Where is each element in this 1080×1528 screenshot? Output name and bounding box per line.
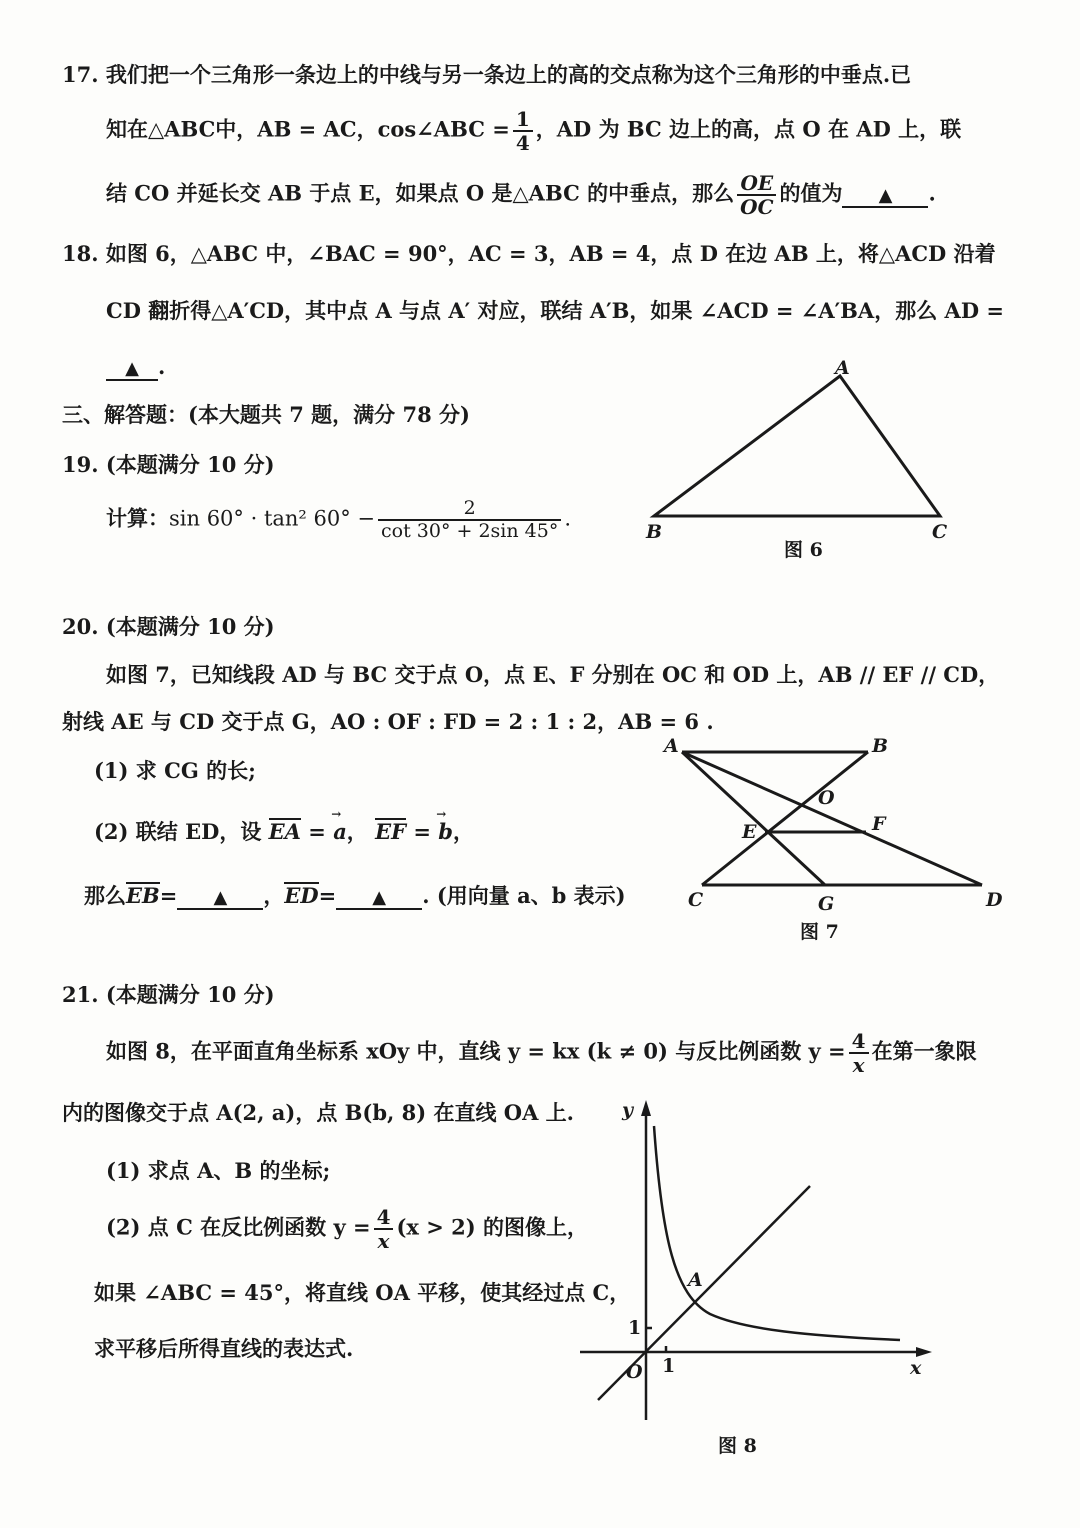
q21-fraction-2 — [374, 1206, 394, 1252]
fig8-x-arrow — [916, 1347, 932, 1357]
figure-6 — [630, 357, 960, 570]
q19-score: (本题满分 10 分) — [105, 452, 275, 477]
q21-part2 — [106, 1206, 588, 1252]
q21-line6: 求平移后所得直线的表达式. — [94, 1336, 354, 1361]
q18-end: . — [158, 354, 166, 379]
q17-text-2b: ，AD 为 BC 边上的高，点 O 在 AD 上，联 — [535, 116, 962, 142]
q20-part2 — [94, 818, 474, 842]
q20-blank-ed[interactable]: ▲ — [336, 889, 422, 910]
q17-frac-den: 4 — [513, 130, 533, 154]
q18-line2 — [106, 300, 1004, 321]
q17-end: . — [928, 180, 936, 206]
q21-frac1-den: x — [849, 1052, 869, 1076]
q20-eq3: = — [159, 883, 178, 908]
q21-number: 21. — [62, 982, 99, 1007]
fig7-caption: 图 7 — [800, 921, 839, 943]
q20-vec-ef: EF — [375, 819, 407, 844]
q18-answer-blank[interactable]: ▲ — [106, 360, 158, 381]
fig7-label-c: C — [688, 889, 704, 911]
q17-line1 — [62, 64, 911, 85]
q21-frac1-num: 4 — [851, 1029, 866, 1053]
q20-number: 20. — [62, 614, 99, 639]
q21-line5: 如果 ∠ABC = 45°，将直线 OA 平移，使其经过点 C， — [94, 1280, 631, 1305]
q17-oc: OC — [737, 194, 776, 218]
fig8-label-x: x — [910, 1357, 922, 1379]
q20-part3-suffix: . (用向量 a、b 表示) — [422, 883, 626, 908]
q18-text-1: 如图 6，△ABC 中，∠BAC = 90°，AC = 3，AB = 4，点 D 在边 AB 上，将△ACD 沿着 — [105, 241, 996, 266]
q17-answer-blank[interactable]: ▲ — [842, 187, 928, 208]
q20-vec-a: → a — [333, 821, 347, 842]
q21-text-1b: 在第一象限 — [871, 1038, 977, 1064]
q17-oe-oc-fraction — [737, 172, 776, 218]
q21-line2: 内的图像交于点 A(2, a)，点 B(b, 8) 在直线 OA 上. — [62, 1100, 574, 1125]
fig8-caption: 图 8 — [718, 1435, 757, 1457]
fig6-label-a: A — [835, 357, 850, 379]
q20-vec-ea: EA — [268, 819, 301, 844]
fig8-tick-label-y: 1 — [628, 1317, 642, 1339]
q18-text-2: CD 翻折得△A′CD，其中点 A 与点 A′ 对应，联结 A′B，如果 ∠ACD = ∠A′BA，那么 AD = — [106, 298, 1004, 323]
fig7-label-g: G — [818, 893, 835, 915]
q20-header — [62, 616, 275, 637]
q17-line3 — [106, 172, 936, 218]
q17-text-2a: 知在△ABC中，AB = AC，cos∠ABC = — [106, 116, 510, 142]
q19-fraction — [378, 498, 561, 542]
q20-eq4: = — [318, 883, 337, 908]
q21-text-1a: 如图 8，在平面直角坐标系 xOy 中，直线 y = kx (k ≠ 0) 与反比例函数 y = — [106, 1038, 846, 1064]
fig8-tick-label-x: 1 — [662, 1355, 676, 1377]
fig8-label-o: O — [626, 1361, 643, 1383]
q17-text-1: 我们把一个三角形一条边上的中线与另一条边上的高的交点称为这个三角形的中垂点.已 — [105, 62, 912, 87]
q21-line1 — [106, 1030, 977, 1076]
q20-line2: 射线 AE 与 CD 交于点 G，AO : OF : FD = 2 : 1 : 2，AB = 6 . — [62, 709, 714, 734]
q18-line3 — [106, 356, 165, 381]
q19-frac-den: cot 30° + 2sin 45° — [378, 519, 561, 542]
q17-text-3b: 的值为 — [779, 180, 843, 206]
fig7-label-o: O — [818, 787, 835, 809]
fig8-label-y: y — [622, 1099, 634, 1121]
q21-frac2-den: x — [374, 1228, 394, 1252]
q21-frac2-num: 4 — [376, 1205, 391, 1229]
q20-comma1: ， — [346, 819, 368, 844]
q20-line1: 如图 7，已知线段 AD 与 BC 交于点 O，点 E、F 分别在 OC 和 OD 上，AB // EF // CD， — [106, 662, 1000, 687]
q19-end: . — [564, 506, 572, 531]
figure-7 — [660, 730, 1020, 950]
q17-text-3a: 结 CO 并延长交 AB 于点 E，如果点 O 是△ABC 的中垂点，那么 — [106, 180, 735, 206]
q20-part2-prefix: (2) 联结 ED，设 — [94, 819, 262, 844]
fig6-label-c: C — [932, 521, 948, 543]
q20-vec-eb: EB — [126, 883, 160, 908]
q18-number: 18. — [62, 241, 99, 266]
q20-part3-prefix: 那么 — [84, 883, 126, 908]
q17-oe: OE — [740, 171, 774, 195]
q20-comma2: ， — [452, 819, 474, 844]
q17-line2 — [106, 108, 961, 154]
q21-fraction-1 — [849, 1030, 869, 1076]
q20-part3 — [84, 882, 626, 910]
q20-score: (本题满分 10 分) — [105, 614, 275, 639]
q19-prefix: 计算： — [106, 505, 169, 531]
q20-eq1: = — [308, 819, 326, 844]
fig7-label-d: D — [986, 889, 1003, 911]
q21-header — [62, 984, 275, 1005]
q19-expression — [106, 498, 571, 542]
q19-number: 19. — [62, 452, 99, 477]
fig6-label-b: B — [646, 521, 663, 543]
fig8-y-arrow — [641, 1100, 651, 1116]
q20-blank-eb[interactable]: ▲ — [177, 889, 263, 910]
q17-number: 17. — [62, 62, 99, 87]
q20-vec-ed: ED — [284, 883, 319, 908]
q17-cos-fraction — [513, 108, 533, 154]
fig8-label-a: A — [688, 1269, 703, 1291]
q19-header — [62, 454, 275, 475]
q21-part1: (1) 求点 A、B 的坐标; — [106, 1158, 331, 1183]
q21-score: (本题满分 10 分) — [105, 982, 275, 1007]
q20-comma3: ， — [263, 883, 285, 908]
fig7-label-e: E — [742, 821, 757, 843]
fig6-caption: 图 6 — [784, 539, 823, 561]
q21-part2b: (x > 2) 的图像上， — [396, 1214, 589, 1240]
q17-frac-num: 1 — [515, 107, 530, 131]
q21-part2a: (2) 点 C 在反比例函数 y = — [106, 1214, 371, 1240]
figure-8 — [570, 1090, 950, 1470]
fig7-label-a: A — [664, 735, 679, 757]
fig7-label-b: B — [872, 735, 889, 757]
fig7-ray-ag — [682, 752, 825, 885]
fig6-triangle — [654, 376, 940, 516]
q20-eq2: = — [413, 819, 431, 844]
q19-expr: sin 60° · tan² 60° − — [169, 506, 376, 531]
fig7-label-f: F — [872, 813, 886, 835]
q20-part1: (1) 求 CG 的长; — [94, 758, 256, 783]
q18-line1 — [62, 243, 996, 264]
q20-vec-b: → b — [438, 821, 453, 842]
q19-frac-num: 2 — [463, 497, 476, 519]
section3-heading: 三、解答题：(本大题共 7 题，满分 78 分) — [62, 402, 470, 427]
